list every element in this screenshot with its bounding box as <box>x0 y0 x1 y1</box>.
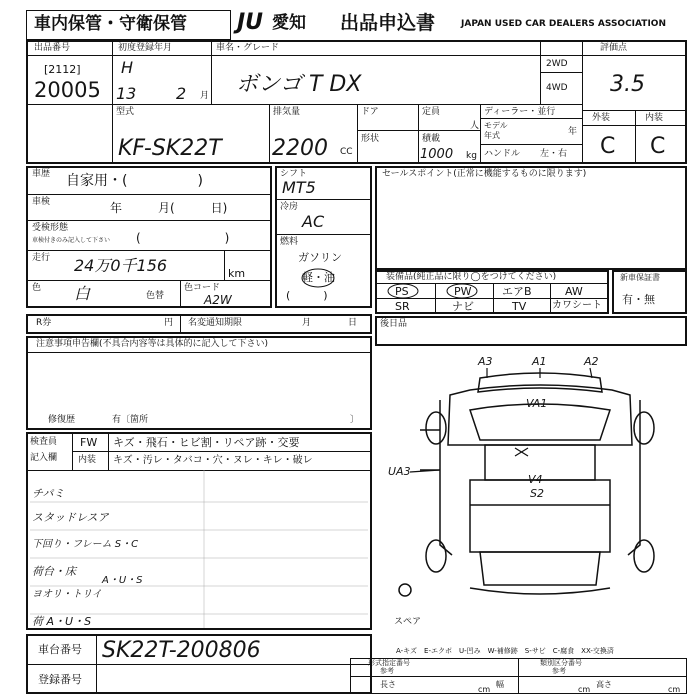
mark-va1: VA1 <box>526 397 548 410</box>
height-label: 高さ <box>596 680 612 689</box>
inspector-note-1: チパミ <box>32 487 65 500</box>
damage-legend: A-キズ E-エクボ U-凹み W-補修跡 S-サビ C-腐食 XX-交換済 <box>396 647 614 655</box>
deadline-month: 月 <box>302 318 312 328</box>
spec-ref: 参考 <box>380 667 394 675</box>
wd4-label: 4WD <box>546 83 568 93</box>
reg-year: 13 <box>116 84 137 103</box>
fuel-alt: 軽・油 <box>302 271 335 284</box>
shift-value: MT5 <box>282 178 316 197</box>
wheel-fr <box>634 412 654 444</box>
history-value: 自家用・( ) <box>66 173 203 189</box>
wheel-rr <box>634 540 654 572</box>
shift-label: シフト <box>280 169 308 179</box>
equip-leather: カワシート <box>552 300 602 311</box>
rear-body <box>480 552 600 585</box>
ac-label: 冷房 <box>280 202 299 212</box>
name-label: 車名・グレード <box>216 43 280 53</box>
registration-label: 登録番号 <box>38 673 82 686</box>
inspector-note-7: 荷 A・U・S <box>32 615 92 628</box>
assoc-name: JAPAN USED CAR DEALERS ASSOCIATION <box>461 19 666 29</box>
lot-small: [2112] <box>44 63 81 76</box>
year-unit: 年 <box>568 127 578 137</box>
disp-label: 排気量 <box>273 107 301 117</box>
inspector-note-4: 荷台・床 <box>32 565 76 578</box>
inspector-note-5: A・U・S <box>102 575 143 586</box>
equip-sr: SR <box>395 300 410 313</box>
inspector-note-2: スタッドレスア <box>32 511 109 524</box>
color-value: 白 <box>74 284 91 303</box>
door-label: ドア <box>361 107 379 117</box>
warranty-value: 有・無 <box>622 293 655 306</box>
mark-s2: S2 <box>530 487 544 500</box>
score-value: 3.5 <box>610 72 645 97</box>
inspector-label-2: 記入欄 <box>30 453 58 463</box>
height-unit: cm <box>668 685 681 694</box>
chassis-label: 車台番号 <box>38 643 82 656</box>
notes-label: 注意事項申告欄(不具合内容等は具体的に記入して下さい) <box>36 339 269 349</box>
spare-label: スペア <box>394 617 422 627</box>
fuel-label: 燃料 <box>280 237 299 247</box>
equip-tv: TV <box>512 300 527 313</box>
reg-era: H <box>121 58 134 77</box>
inspector-fw: FW <box>80 436 98 449</box>
region-label: 愛知 <box>272 13 306 33</box>
r-ticket-unit: 円 <box>164 318 174 328</box>
int-value: C <box>650 134 666 159</box>
equip-airbag: エアB <box>502 285 532 298</box>
equip-navi: ナビ <box>452 300 474 313</box>
int-label: 内装 <box>645 113 664 123</box>
inspector-note-3: 下回り・フレーム S・C <box>32 539 139 550</box>
color-label: 色 <box>32 283 42 293</box>
dealer-label: ディーラー・並行 <box>484 107 556 117</box>
ext-value: C <box>600 134 616 159</box>
load-value: 1000 <box>420 147 454 162</box>
mileage-label: 走行 <box>32 253 51 263</box>
reg-label: 初度登録年月 <box>118 43 173 53</box>
acceptance-value: ( ) <box>136 231 230 245</box>
back-goods-label: 後日品 <box>380 319 408 329</box>
fuel-paren: ( ) <box>286 289 328 302</box>
deadline-label: 名変通知期限 <box>188 318 243 328</box>
color-swap-label: 色替 <box>146 291 165 301</box>
repair-value: 有〔箇所 <box>112 415 149 425</box>
load-label: 積載 <box>422 134 441 144</box>
inspector-label-1: 検査員 <box>30 437 58 447</box>
wheel-fl <box>426 412 446 444</box>
wd2-label: 2WD <box>546 59 568 69</box>
spec-label: 形式指定番号 <box>368 659 410 667</box>
deadline-day: 日 <box>348 318 358 328</box>
spare-wheel <box>399 584 411 596</box>
mark-a3: A3 <box>478 355 493 368</box>
acceptance-sub: 車検付きのみ記入して下さい <box>32 237 111 244</box>
sales-point-label: セールスポイント(正常に機能するものに限ります) <box>382 169 587 179</box>
r-ticket-label: R券 <box>36 318 52 328</box>
disp-unit: CC <box>340 147 353 157</box>
mark-v4: V4 <box>528 473 543 486</box>
length-label: 長さ <box>380 680 396 689</box>
class-ref: 参考 <box>552 667 566 675</box>
mileage-value: 24万0千156 <box>74 256 168 275</box>
equip-pw: PW <box>454 285 472 298</box>
lot-number: 20005 <box>34 78 101 102</box>
ac-value: AC <box>302 212 325 231</box>
history-label: 車歴 <box>32 169 51 179</box>
rear-bumper <box>470 588 610 594</box>
shape-label: 形状 <box>361 134 380 144</box>
equipment-label: 装備品(純正品に限り◯をつけてください) <box>386 272 557 282</box>
name-value: ボンゴ T DX <box>236 72 362 97</box>
reg-month-unit: 月 <box>200 91 210 101</box>
handle-value: 左・右 <box>540 149 568 159</box>
cap-unit: 人 <box>470 121 480 131</box>
chassis-value: SK22T-200806 <box>102 638 261 663</box>
length-unit: cm <box>478 685 491 694</box>
model-year-label2: 年式 <box>484 131 500 140</box>
lot-label: 出品番号 <box>34 43 71 53</box>
mark-a1: A1 <box>532 355 547 368</box>
repair-close: 〕 <box>350 415 360 425</box>
warranty-label: 新車保証書 <box>620 273 660 282</box>
inspector-fw-text: キズ・飛石・ヒビ割・リペア跡・交要 <box>113 436 300 449</box>
width-label: 幅 <box>496 680 504 689</box>
class-label: 類別区分番号 <box>540 659 582 667</box>
repair-label: 修復歴 <box>48 415 76 425</box>
ju-logo: JU <box>237 10 264 35</box>
model-value: KF-SK22T <box>118 136 222 161</box>
wheel-rl <box>426 540 446 572</box>
mark-ua3: UA3 <box>388 465 411 478</box>
model-year-label: モデル <box>484 121 508 130</box>
load-unit: kg <box>466 151 477 161</box>
disp-value: 2200 <box>272 136 328 161</box>
inspector-int: 内装 <box>78 455 97 465</box>
reg-month: 2 <box>176 84 187 103</box>
fuel-value: ガソリン <box>298 251 342 264</box>
inspection-value: 年 月( 日) <box>110 201 228 215</box>
acceptance-label: 受検形態 <box>32 223 69 233</box>
inspection-label: 車検 <box>32 197 51 207</box>
mileage-unit: km <box>228 267 246 280</box>
equip-ps: PS <box>395 285 409 298</box>
color-code-value: A2W <box>204 293 232 307</box>
color-code-label: 色コード <box>184 283 221 293</box>
equip-aw: AW <box>565 285 583 298</box>
cap-label: 定員 <box>422 107 441 117</box>
score-label: 評価点 <box>600 43 628 53</box>
mark-a2: A2 <box>584 355 599 368</box>
mark-x <box>516 444 523 454</box>
inspector-int-text: キズ・汚レ・タバコ・穴・ヌレ・キレ・破レ <box>113 455 313 466</box>
inspector-note-6: ヨオリ・トリイ <box>32 589 102 600</box>
storage-label: 車内保管・守衛保管 <box>34 14 187 34</box>
model-label: 型式 <box>116 107 135 117</box>
ext-label: 外装 <box>592 113 611 123</box>
front-body <box>448 385 632 445</box>
doc-title: 出品申込書 <box>340 12 436 34</box>
width-unit: cm <box>578 685 591 694</box>
handle-label: ハンドル <box>484 149 521 159</box>
